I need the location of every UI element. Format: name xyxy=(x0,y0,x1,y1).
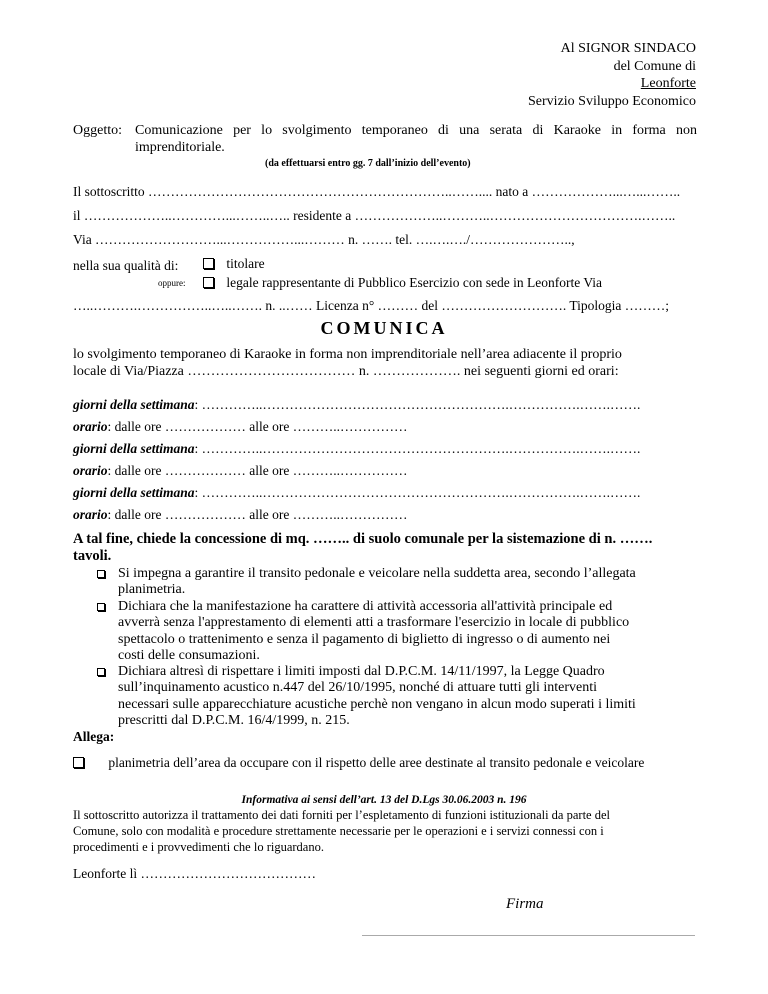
recipient-line-1: Al SIGNOR SINDACO xyxy=(560,41,696,56)
days-dots: : …………..……………………………………………….…………….…….……. xyxy=(194,397,641,412)
signature-line xyxy=(362,935,695,936)
request-item-3 xyxy=(97,664,636,729)
time-label: orario xyxy=(73,419,108,434)
subject-note: (da effettuarsi entro gg. 7 dall’inizio dell’evento) xyxy=(265,158,471,169)
schedule-days-row-2 xyxy=(73,441,640,457)
option-titolare-label: titolare xyxy=(226,256,265,271)
schedule-time-row-2 xyxy=(73,463,407,479)
schedule-time-row-3 xyxy=(73,507,407,523)
schedule-days-row-1 xyxy=(73,397,640,413)
bullet-icon xyxy=(97,570,105,578)
schedule-days-row-3 xyxy=(73,485,640,501)
option-titolare[interactable] xyxy=(203,256,265,272)
attachments-label: Allega: xyxy=(73,729,115,744)
request-line-2: tavoli. xyxy=(73,548,112,564)
days-dots: : …………..……………………………………………….…………….…….……. xyxy=(194,485,641,500)
recipient-city: Leonforte xyxy=(640,76,696,91)
subject-text-2: imprenditoriale. xyxy=(135,140,225,155)
schedule-time-row-1 xyxy=(73,419,407,435)
option-legale-label: legale rappresentante di Pubblico Esercizio con sede in Leonforte Via xyxy=(226,275,603,290)
bullet-icon xyxy=(97,603,105,611)
time-label: orario xyxy=(73,507,108,522)
attachment-item-label: planimetria dell’area da occupare con il rispetto delle aree destinate al transito pedonale e veicolare xyxy=(108,755,645,770)
recipient-block xyxy=(528,40,696,110)
days-label: giorni della settimana xyxy=(73,397,195,412)
privacy-line-3: procedimenti e i provvedimenti che lo riguardano. xyxy=(73,840,324,854)
request-item-3-line: Dichiara altresì di rispettare i limiti imposti dal D.P.C.M. 14/11/1997, la Legge Quadro xyxy=(118,664,605,679)
subject-text-1: Comunicazione per lo svolgimento temporaneo di una serata di Karaoke in forma non xyxy=(135,123,697,138)
bullet-icon xyxy=(97,668,105,676)
request-item-3-line: sull’inquinamento acustico n.447 del 26/10/1995, nonché di attuare tutti gli interventi xyxy=(118,680,598,696)
request-item-1 xyxy=(97,566,636,599)
request-item-3-line: prescritti dal D.P.C.M. 16/4/1999, n. 215. xyxy=(118,712,350,728)
form-line-licence: …..……….……………..…..……. n. ..…… Licenza n° ……… del ………………………. Tipologia ………; xyxy=(73,298,670,313)
request-item-2 xyxy=(97,599,629,664)
oppure-label: oppure: xyxy=(158,278,186,288)
time-text: : dalle ore ……………… alle ore ………..…………… xyxy=(107,463,408,478)
checkbox-icon[interactable] xyxy=(203,277,214,288)
form-line-address: Via ………………………...……………...……… n. ……. tel. ….….…./………………….., xyxy=(73,232,575,247)
comunica-heading: COMUNICA xyxy=(320,318,448,338)
privacy-title: Informativa ai sensi dell’art. 13 del D.Lgs 30.06.2003 n. 196 xyxy=(241,794,527,806)
request-item-2-line: costi delle consumazioni. xyxy=(118,647,260,663)
days-label: giorni della settimana xyxy=(73,441,195,456)
request-line-1: A tal fine, chiede la concessione di mq. …….. di suolo comunale per la sistemazione di n. ……. xyxy=(73,531,653,547)
form-line-name: Il sottoscritto …………………………………………………………..…….... nato a ………………...…...…….. xyxy=(73,184,681,199)
request-item-2-line: avverrà senza l'apprestamento di elementi atti a trasformare l'esercizio in locale di pubblico xyxy=(118,615,630,631)
days-label: giorni della settimana xyxy=(73,485,195,500)
request-item-1-line: planimetria. xyxy=(118,582,186,598)
checkbox-icon[interactable] xyxy=(203,258,214,269)
form-line-birth: il ………………..…………...……..….. residente a ………………..………..…………………………….…….. xyxy=(73,208,676,223)
attachment-item[interactable] xyxy=(73,755,644,771)
signature-label: Firma xyxy=(506,896,544,912)
checkbox-icon[interactable] xyxy=(73,757,84,768)
request-item-1-line: Si impegna a garantire il transito pedonale e veicolare nella suddetta area, secondo l’allegata xyxy=(118,566,636,581)
recipient-line-4: Servizio Sviluppo Economico xyxy=(528,93,696,109)
time-text: : dalle ore ……………… alle ore ………..…………… xyxy=(107,419,408,434)
request-item-2-line: spettacolo o trattenimento e senza il pagamento di biglietto di ingresso o di aumento nei xyxy=(118,631,611,647)
request-item-2-line: Dichiara che la manifestazione ha carattere di attività accessoria all'attività principale ed xyxy=(118,599,613,614)
place-date: Leonforte lì ………………………………… xyxy=(73,866,316,881)
subject-label: Oggetto: xyxy=(73,123,122,138)
recipient-line-2: del Comune di xyxy=(613,58,696,74)
option-legale[interactable] xyxy=(203,275,602,291)
time-label: orario xyxy=(73,463,108,478)
capacity-label: nella sua qualità di: xyxy=(73,258,179,273)
request-item-3-line: necessari sulle apparecchiature acustiche perchè non vengano in alcun modo superati i limiti xyxy=(118,696,636,712)
comunica-text-2: locale di Via/Piazza ……………………………… n. ………………. nei seguenti giorni ed orari: xyxy=(73,364,619,379)
privacy-line-1: Il sottoscritto autorizza il trattamento dei dati forniti per l’espletamento di funzioni istituzionali da parte del xyxy=(73,808,610,822)
privacy-line-2: Comune, solo con modalità e procedure strettamente necessarie per le operazioni e i servizi connessi con i xyxy=(73,824,604,838)
comunica-text-1: lo svolgimento temporaneo di Karaoke in forma non imprenditoriale nell’area adiacente il proprio xyxy=(73,347,622,362)
days-dots: : …………..……………………………………………….…………….…….……. xyxy=(194,441,641,456)
time-text: : dalle ore ……………… alle ore ………..…………… xyxy=(107,507,408,522)
